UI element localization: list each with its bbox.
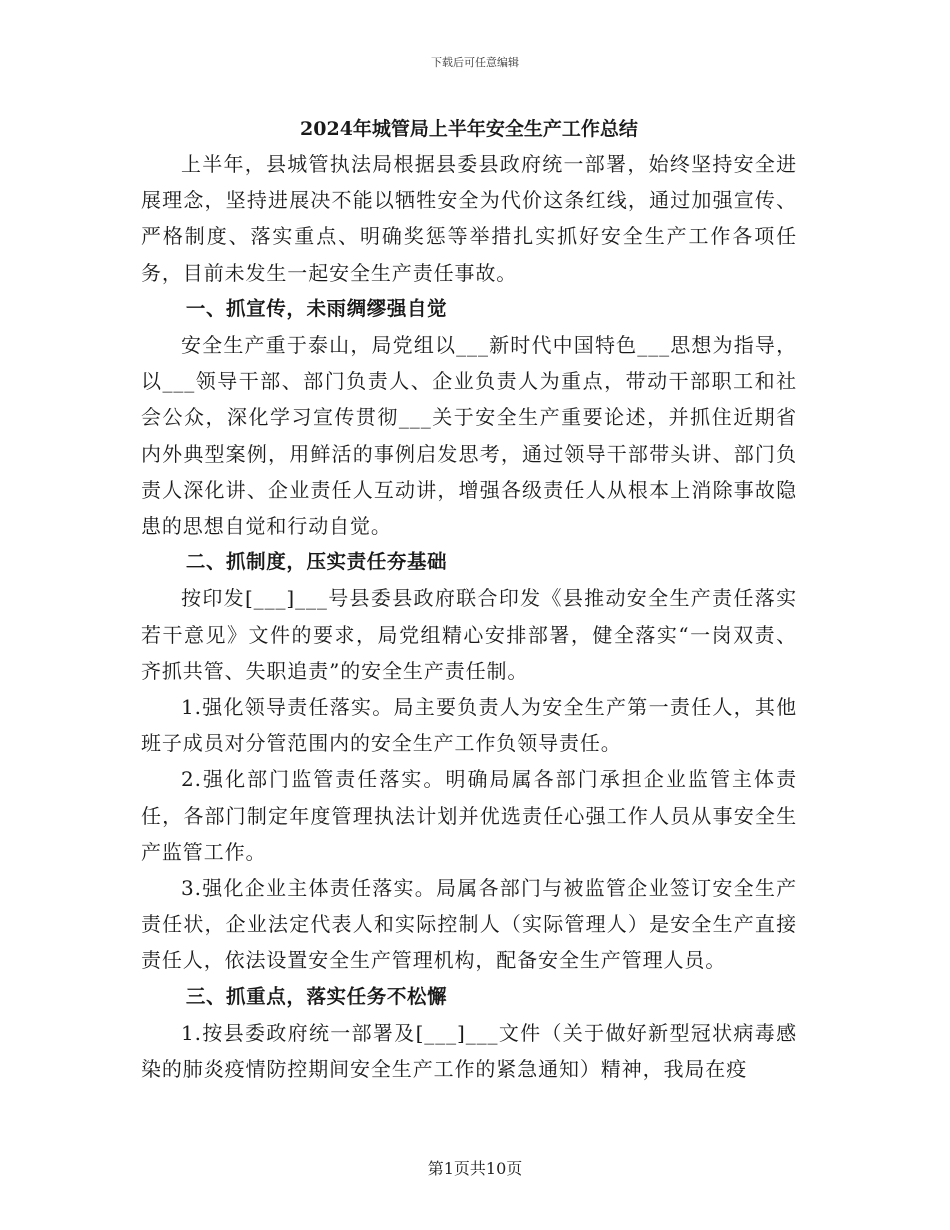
paragraph: 按印发[___]___号县委县政府联合印发《县推动安全生产责任落实若干意见》文件的要求，局党组精心安排部署，健全落实“一岗双责、齐抓共管、失职追责”的安全生产责任制。 [141,586,797,683]
document-title: 2024年城管局上半年安全生产工作总结 [300,118,638,140]
header-note: 下载后可任意编辑 [431,56,519,69]
section-heading: 二、抓制度，压实责任夯基础 [185,550,448,574]
section-heading: 三、抓重点，落实任务不松懈 [185,984,448,1008]
paragraph: 1.强化领导责任落实。局主要负责人为安全生产第一责任人，其他班子成员对分管范围内的安全生产工作负领导责任。 [141,695,797,756]
paragraph: 3.强化企业主体责任落实。局属各部门与被监管企业签订安全生产责任状，企业法定代表人和实际控制人（实际管理人）是安全生产直接责任人，依法设置安全生产管理机构，配备安全生产管理人员。 [141,876,797,973]
paragraph: 2.强化部门监管责任落实。明确局属各部门承担企业监管主体责任，各部门制定年度管理执法计划并优选责任心强工作人员从事安全生产监管工作。 [141,767,797,864]
section-heading: 一、抓宣传，未雨绸缪强自觉 [185,296,448,320]
document-body [141,112,797,1087]
paragraph: 1.按县委政府统一部署及[___]___文件（关于做好新型冠状病毒感染的肺炎疫情防控期间安全生产工作的紧急通知）精神，我局在疫 [141,1020,797,1082]
paragraph: 安全生产重于泰山，局党组以___新时代中国特色___思想为指导，以___领导干部、部门负责人、企业负责人为重点，带动干部职工和社会公众，深化学习宣传贯彻___关于安全生产重要论述，并抓住近期省内外典型案例，用鲜活的事例启发思考，通过领导干部带头讲、部门负责人深化讲、企业责任人互动讲，增强各级责任人从根本上消除事故隐患的思想自觉和行动自觉。 [141,333,797,539]
page-number-footer: 第1页共10页 [427,1159,523,1178]
paragraph: 上半年，县城管执法局根据县委县政府统一部署，始终坚持安全进展理念，坚持进展决不能以牺牲安全为代价这条红线，通过加强宣传、严格制度、落实重点、明确奖惩等举措扎实抓好安全生产工作各项任务，目前未发生一起安全生产责任事故。 [141,152,797,285]
